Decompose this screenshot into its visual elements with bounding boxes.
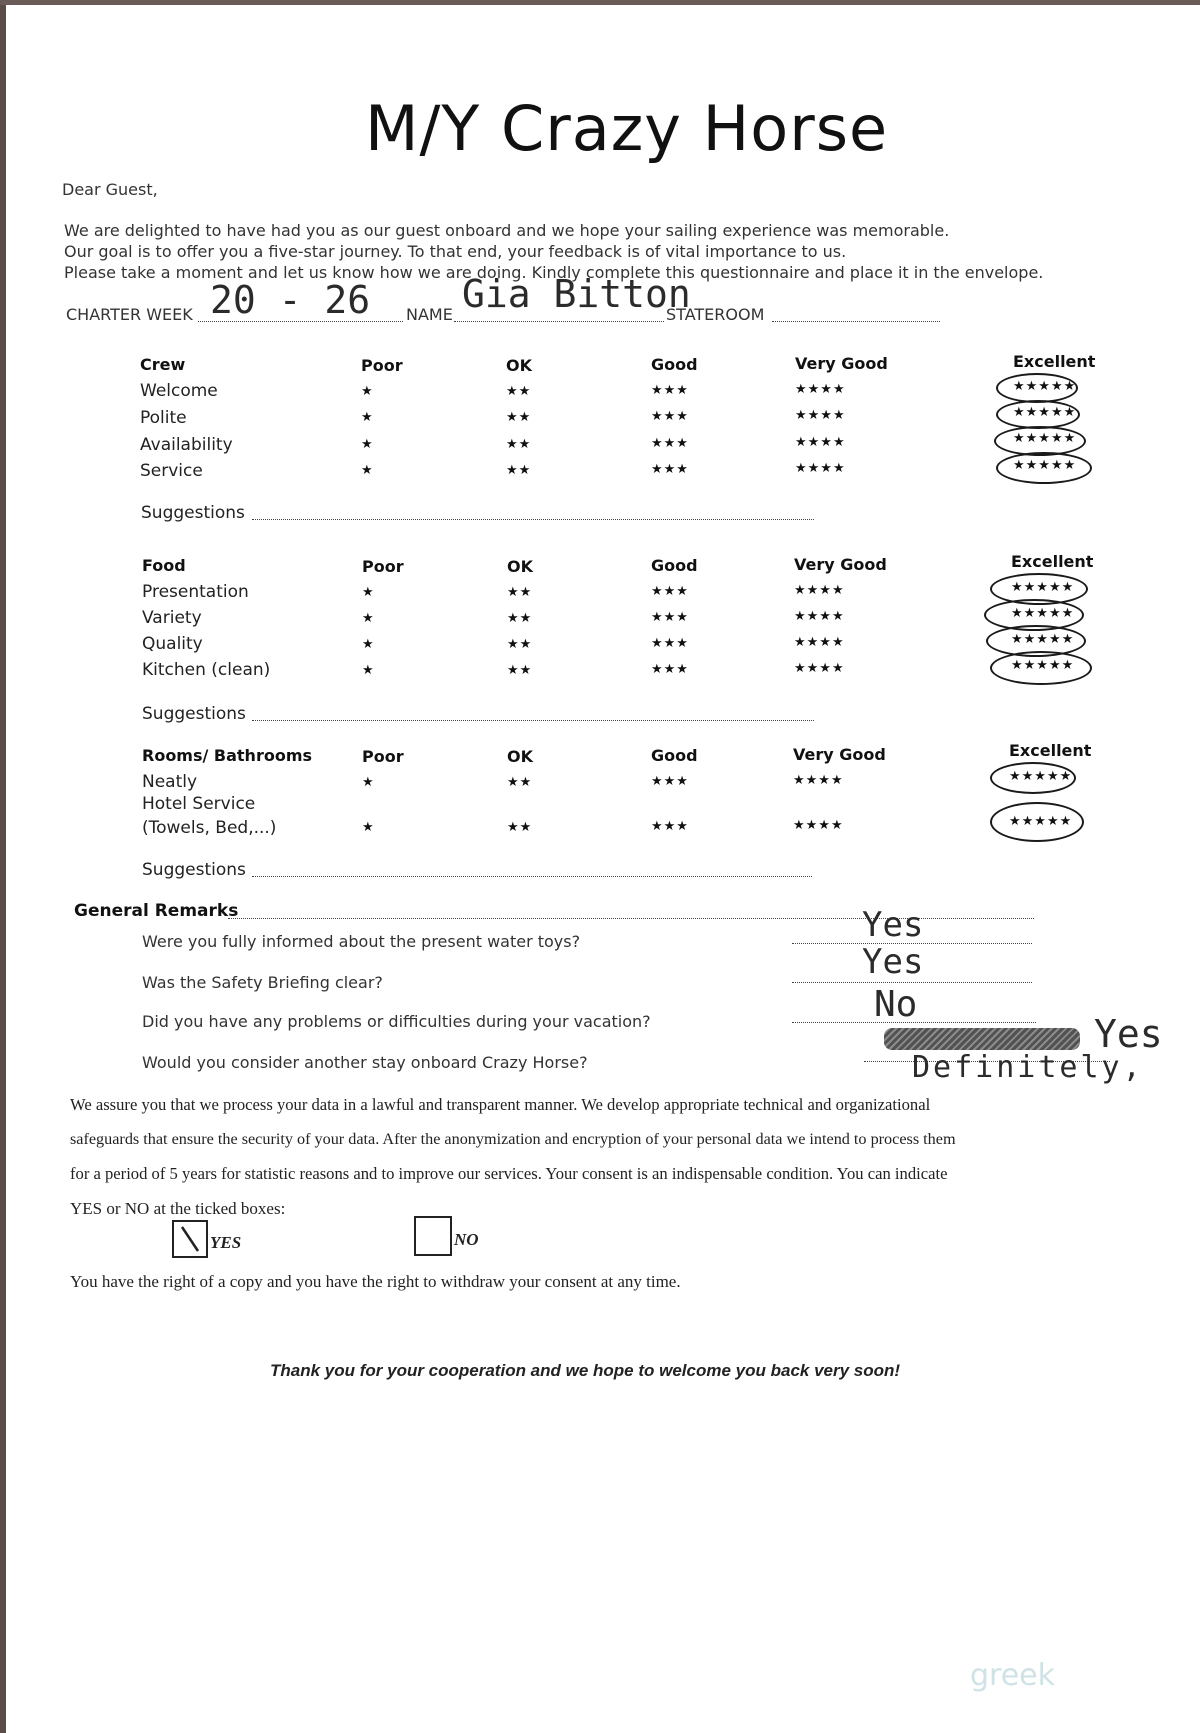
consent-line-4: YES or NO at the ticked boxes: bbox=[70, 1199, 286, 1218]
watermark-logo: greek bbox=[970, 1658, 1056, 1693]
col-good: Good bbox=[651, 556, 698, 575]
item-towels-bed: (Towels, Bed,...) bbox=[142, 818, 277, 838]
item-presentation: Presentation bbox=[142, 582, 249, 602]
intro-line-1: We are delighted to have had you as our guest onboard and we hope your sailing experience was memorable. bbox=[64, 221, 950, 240]
rating-poor[interactable]: ★ bbox=[361, 410, 374, 425]
rating-good[interactable]: ★★★ bbox=[651, 436, 689, 451]
col-good: Good bbox=[651, 746, 698, 765]
rating-ok[interactable]: ★★ bbox=[507, 585, 533, 600]
general-remarks-label: General Remarks bbox=[74, 901, 239, 921]
rating-excellent[interactable]: ★★★★★ bbox=[1013, 431, 1077, 446]
rating-very-good[interactable]: ★★★★ bbox=[794, 609, 845, 624]
suggestions-line[interactable] bbox=[252, 519, 814, 520]
answer-another-stay: Yes bbox=[1094, 1012, 1163, 1056]
stateroom-label: STATEROOM bbox=[666, 305, 765, 324]
suggestions-line[interactable] bbox=[252, 876, 812, 877]
rating-ok[interactable]: ★★ bbox=[507, 775, 533, 790]
rating-excellent[interactable]: ★★★★★ bbox=[1009, 814, 1073, 829]
no-checkbox[interactable] bbox=[414, 1216, 452, 1256]
suggestions-label: Suggestions bbox=[142, 704, 246, 724]
rating-very-good[interactable]: ★★★★ bbox=[795, 382, 846, 397]
col-ok: OK bbox=[507, 747, 533, 766]
section-title: Crew bbox=[140, 355, 186, 374]
rating-poor[interactable]: ★ bbox=[362, 585, 375, 600]
item-welcome: Welcome bbox=[140, 381, 218, 401]
rating-very-good[interactable]: ★★★★ bbox=[794, 635, 845, 650]
intro-line-2: Our goal is to offer you a five-star journey. To that end, your feedback is of vital importance to us. bbox=[64, 242, 847, 261]
name-line[interactable] bbox=[454, 321, 664, 322]
question-another-stay: Would you consider another stay onboard Crazy Horse? bbox=[142, 1053, 588, 1072]
thank-you-message: Thank you for your cooperation and we hope to welcome you back very soon! bbox=[270, 1361, 901, 1380]
col-ok: OK bbox=[506, 356, 532, 375]
question-safety-briefing: Was the Safety Briefing clear? bbox=[142, 973, 383, 992]
answer-safety-briefing: Yes bbox=[862, 942, 924, 982]
no-label: NO bbox=[454, 1230, 479, 1249]
item-quality: Quality bbox=[142, 634, 203, 654]
rating-poor[interactable]: ★ bbox=[362, 775, 375, 790]
col-ok: OK bbox=[507, 557, 533, 576]
rating-very-good[interactable]: ★★★★ bbox=[795, 461, 846, 476]
answer-another-stay-note: Definitely, bbox=[912, 1050, 1144, 1085]
check-mark-icon bbox=[174, 1222, 206, 1256]
rating-good[interactable]: ★★★ bbox=[651, 383, 689, 398]
rating-ok[interactable]: ★★ bbox=[507, 611, 533, 626]
name-value: Gia Bitton bbox=[462, 272, 691, 316]
rating-excellent[interactable]: ★★★★★ bbox=[1013, 405, 1077, 420]
rating-ok[interactable]: ★★ bbox=[506, 437, 532, 452]
yes-checkbox[interactable] bbox=[172, 1220, 208, 1258]
col-very-good: Very Good bbox=[795, 354, 888, 373]
page-edge bbox=[0, 0, 6, 1733]
col-very-good: Very Good bbox=[793, 745, 886, 764]
rating-excellent[interactable]: ★★★★★ bbox=[1013, 458, 1077, 473]
col-good: Good bbox=[651, 355, 698, 374]
rating-very-good[interactable]: ★★★★ bbox=[794, 583, 845, 598]
item-availability: Availability bbox=[140, 435, 233, 455]
section-title: Food bbox=[142, 556, 186, 575]
rating-excellent[interactable]: ★★★★★ bbox=[1011, 632, 1075, 647]
rating-good[interactable]: ★★★ bbox=[651, 774, 689, 789]
charter-week-value: 20 - 26 bbox=[210, 278, 371, 322]
rating-very-good[interactable]: ★★★★ bbox=[795, 435, 846, 450]
col-poor: Poor bbox=[361, 356, 403, 375]
intro-line-3: Please take a moment and let us know how we are doing. Kindly complete this questionnaire and place it in the envelope. bbox=[64, 263, 1044, 282]
stateroom-line[interactable] bbox=[772, 321, 940, 322]
consent-line-1: We assure you that we process your data in a lawful and transparent manner. We develop appropriate technical and organizational bbox=[70, 1095, 931, 1114]
page-edge-top bbox=[0, 0, 1200, 5]
rating-ok[interactable]: ★★ bbox=[507, 663, 533, 678]
rating-very-good[interactable]: ★★★★ bbox=[794, 661, 845, 676]
rating-excellent[interactable]: ★★★★★ bbox=[1011, 580, 1075, 595]
scribbled-out-text bbox=[884, 1028, 1080, 1050]
greeting: Dear Guest, bbox=[62, 180, 158, 199]
col-excellent: Excellent bbox=[1009, 741, 1092, 760]
rating-poor[interactable]: ★ bbox=[362, 663, 375, 678]
charter-week-label: CHARTER WEEK bbox=[66, 305, 193, 324]
question-problems: Did you have any problems or difficulties during your vacation? bbox=[142, 1012, 651, 1031]
page-title: M/Y Crazy Horse bbox=[365, 92, 889, 165]
name-label: NAME bbox=[406, 305, 453, 324]
rating-ok[interactable]: ★★ bbox=[506, 410, 532, 425]
col-excellent: Excellent bbox=[1013, 352, 1096, 371]
rating-excellent[interactable]: ★★★★★ bbox=[1013, 379, 1077, 394]
rating-good[interactable]: ★★★ bbox=[651, 584, 689, 599]
rating-poor[interactable]: ★ bbox=[362, 820, 375, 835]
item-kitchen: Kitchen (clean) bbox=[142, 660, 271, 680]
rating-good[interactable]: ★★★ bbox=[651, 819, 689, 834]
item-neatly: Neatly bbox=[142, 772, 198, 792]
rating-ok[interactable]: ★★ bbox=[507, 820, 533, 835]
rating-good[interactable]: ★★★ bbox=[651, 409, 689, 424]
rating-very-good[interactable]: ★★★★ bbox=[795, 408, 846, 423]
yes-label: YES bbox=[210, 1233, 242, 1252]
rating-very-good[interactable]: ★★★★ bbox=[793, 773, 844, 788]
suggestions-label: Suggestions bbox=[142, 860, 246, 880]
rating-poor[interactable]: ★ bbox=[361, 384, 374, 399]
rating-ok[interactable]: ★★ bbox=[506, 463, 532, 478]
rating-excellent[interactable]: ★★★★★ bbox=[1009, 769, 1073, 784]
consent-line-2: safeguards that ensure the security of your data. After the anonymization and encryption of your personal data we intend to process them bbox=[70, 1130, 956, 1148]
consent-rights: You have the right of a copy and you have the right to withdraw your consent at any time. bbox=[70, 1272, 681, 1291]
answer-water-toys: Yes bbox=[862, 905, 924, 945]
col-very-good: Very Good bbox=[794, 555, 887, 574]
rating-good[interactable]: ★★★ bbox=[651, 662, 689, 677]
col-excellent: Excellent bbox=[1011, 552, 1094, 571]
col-poor: Poor bbox=[362, 557, 404, 576]
rating-good[interactable]: ★★★ bbox=[651, 462, 689, 477]
rating-good[interactable]: ★★★ bbox=[651, 610, 689, 625]
col-poor: Poor bbox=[362, 747, 404, 766]
section-title: Rooms/ Bathrooms bbox=[142, 746, 313, 765]
rating-poor[interactable]: ★ bbox=[362, 611, 375, 626]
rating-excellent[interactable]: ★★★★★ bbox=[1011, 606, 1075, 621]
rating-good[interactable]: ★★★ bbox=[651, 636, 689, 651]
question-water-toys: Were you fully informed about the present water toys? bbox=[142, 932, 581, 951]
rating-ok[interactable]: ★★ bbox=[506, 384, 532, 399]
rating-poor[interactable]: ★ bbox=[361, 437, 374, 452]
item-polite: Polite bbox=[140, 408, 187, 428]
rating-poor[interactable]: ★ bbox=[361, 463, 374, 478]
item-hotel-service: Hotel Service bbox=[142, 794, 256, 814]
item-service: Service bbox=[140, 461, 203, 481]
suggestions-line[interactable] bbox=[252, 720, 814, 721]
rating-poor[interactable]: ★ bbox=[362, 637, 375, 652]
item-variety: Variety bbox=[142, 608, 202, 628]
consent-line-3: for a period of 5 years for statistic reasons and to improve our services. Your consent is an indispensable condition. You can indicate bbox=[70, 1164, 948, 1183]
rating-very-good[interactable]: ★★★★ bbox=[793, 818, 844, 833]
rating-ok[interactable]: ★★ bbox=[507, 637, 533, 652]
rating-excellent[interactable]: ★★★★★ bbox=[1011, 658, 1075, 673]
answer-problems: No bbox=[874, 984, 918, 1025]
answer-line[interactable] bbox=[792, 982, 1032, 983]
suggestions-label: Suggestions bbox=[141, 503, 245, 523]
